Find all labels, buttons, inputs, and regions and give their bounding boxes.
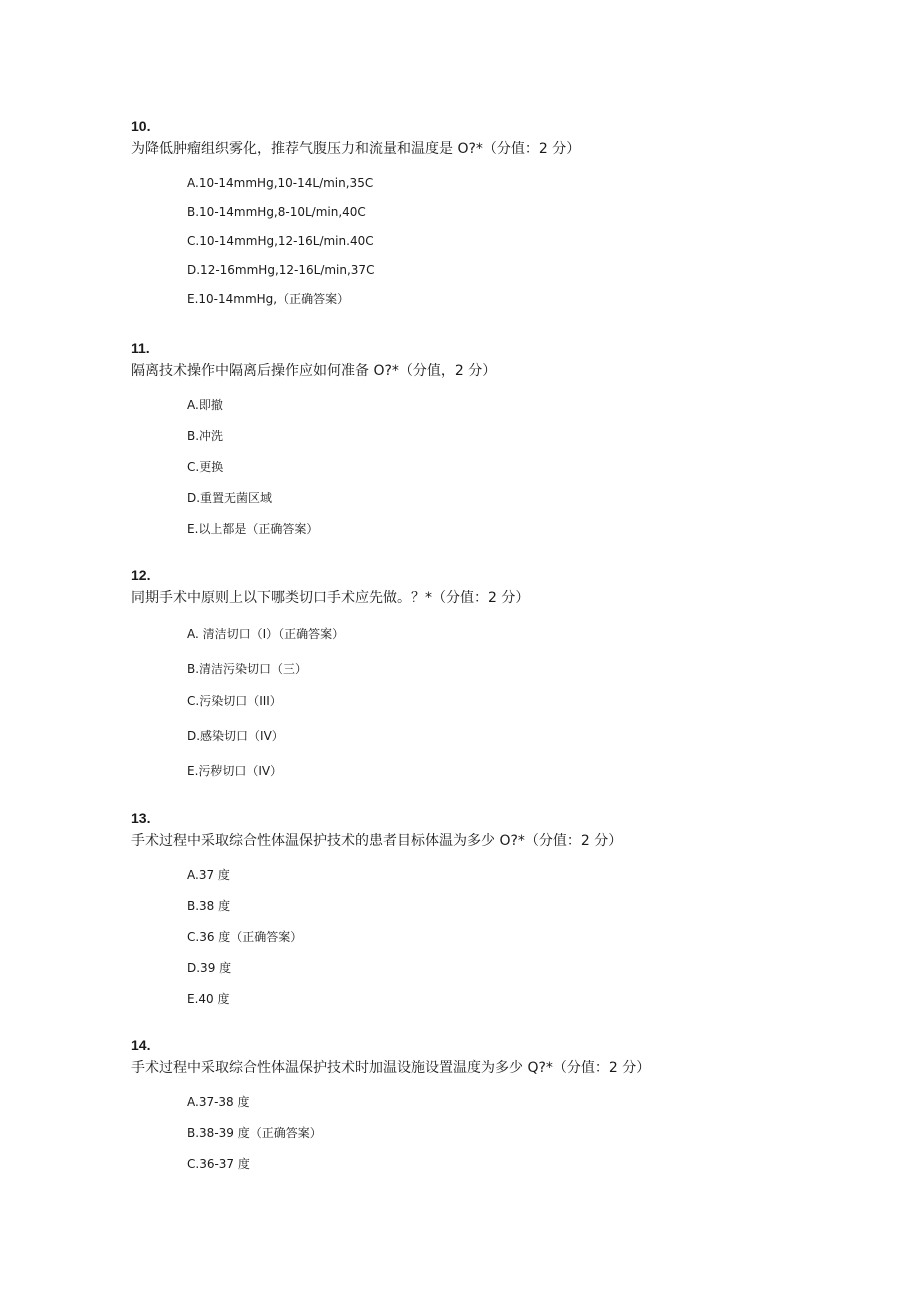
option-d: D.12-16mmHg,12-16L/min,37C	[187, 263, 375, 277]
option-b: B.10-14mmHg,8-10L/min,40C	[187, 205, 366, 219]
question-10	[131, 118, 891, 306]
option-e: E.40 度	[187, 992, 230, 1006]
option-e: E.10-14mmHg,（正确答案）	[187, 292, 350, 306]
option-e: E.污秽切口（IV）	[187, 764, 283, 778]
question-title: 手术过程中采取综合性体温保护技术时加温设施设置温度为多少 Q?*（分值：2 分）	[131, 1060, 651, 1076]
option-a: A.10-14mmHg,10-14L/min,35C	[187, 176, 374, 190]
question-12	[131, 567, 891, 778]
question-title: 隔离技术操作中隔离后操作应如何准备 O?*（分值，2 分）	[131, 363, 497, 379]
option-d: D.感染切口（IV）	[187, 729, 284, 743]
option-a: A.37-38 度	[187, 1095, 250, 1109]
option-c: C.36-37 度	[187, 1157, 250, 1171]
option-c: C.污染切口（III）	[187, 694, 282, 708]
option-b: B.冲洗	[187, 429, 224, 443]
question-title: 同期手术中原则上以下哪类切口手术应先做。？*（分值：2 分）	[131, 590, 530, 606]
question-number: 10.	[131, 118, 151, 134]
question-13	[131, 810, 891, 1006]
question-number: 12.	[131, 567, 151, 583]
option-a: A.即撤	[187, 398, 223, 412]
option-b: B.清洁污染切口（三）	[187, 662, 308, 676]
option-b: B.38-39 度（正确答案）	[187, 1126, 322, 1140]
option-a: A.37 度	[187, 868, 230, 882]
question-number: 13.	[131, 810, 151, 826]
question-14	[131, 1037, 891, 1171]
option-d: D.重置无菌区域	[187, 491, 273, 505]
option-c: C.更换	[187, 460, 224, 474]
option-d: D.39 度	[187, 961, 232, 975]
option-c: C.36 度（正确答案）	[187, 930, 303, 944]
question-title: 手术过程中采取综合性体温保护技术的患者目标体温为多少 O?*（分值：2 分）	[131, 833, 623, 849]
question-number: 14.	[131, 1037, 151, 1053]
option-b: B.38 度	[187, 899, 231, 913]
question-11	[131, 340, 891, 536]
question-title: 为降低肿瘤组织雾化，推荐气腹压力和流量和温度是 O?*（分值：2 分）	[131, 141, 581, 157]
option-c: C.10-14mmHg,12-16L/min.40C	[187, 234, 374, 248]
question-number: 11.	[131, 340, 150, 356]
option-a: A. 清洁切口（I）（正确答案）	[187, 627, 345, 641]
option-e: E.以上都是（正确答案）	[187, 522, 319, 536]
